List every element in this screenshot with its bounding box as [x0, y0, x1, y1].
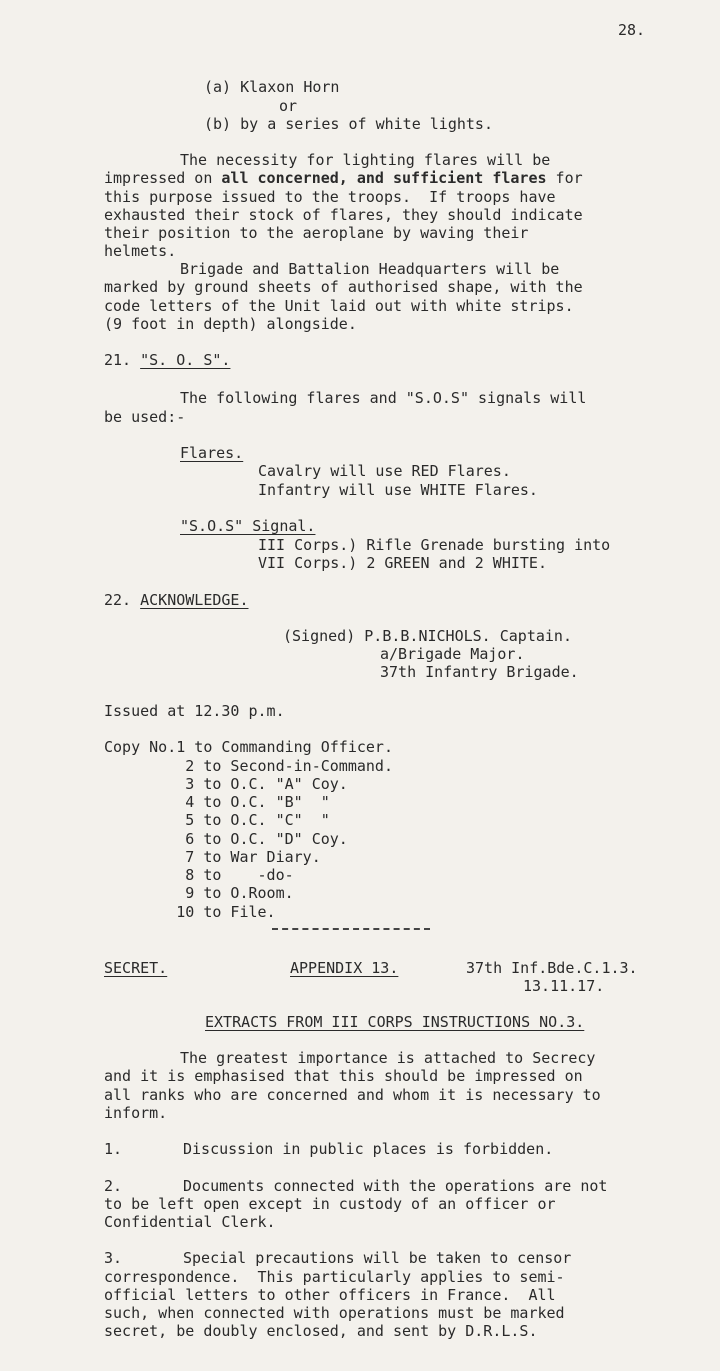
intro-line: all ranks who are concerned and whom it is necessary to: [104, 1086, 601, 1104]
signature-role: a/Brigade Major.: [380, 645, 525, 663]
para-flares-line: exhausted their stock of flares, they should indicate: [104, 206, 583, 224]
item-text: Discussion in public places is forbidden.: [183, 1140, 554, 1158]
distribution-item: 8 to -do-: [104, 866, 294, 884]
signature-line: (Signed) P.B.B.NICHOLS. Captain.: [283, 627, 572, 645]
divider-rule: [272, 928, 430, 930]
para-hq-line: Brigade and Battalion Headquarters will be: [180, 260, 560, 278]
intro-line: The greatest importance is attached to Secrecy: [180, 1049, 596, 1067]
page-number: 28.: [618, 21, 646, 39]
para-flares-line: helmets.: [104, 242, 177, 260]
flares-line: Infantry will use WHITE Flares.: [258, 481, 538, 499]
section-22-heading: 22. ACKNOWLEDGE.: [104, 591, 249, 609]
distribution-item: 9 to O.Room.: [104, 884, 294, 902]
distribution-item: 7 to War Diary.: [104, 848, 321, 866]
item-text: Confidential Clerk.: [104, 1213, 276, 1231]
sos-line: VII Corps.) 2 GREEN and 2 WHITE.: [258, 554, 547, 572]
appendix-label: APPENDIX 13.: [290, 959, 399, 977]
distribution-item: 10 to File.: [104, 903, 276, 921]
para-hq-line: marked by ground sheets of authorised shape, with the: [104, 278, 583, 296]
item-text: Special precautions will be taken to censor: [183, 1249, 572, 1267]
item-text: correspondence. This particularly applies to semi-: [104, 1268, 565, 1286]
para-flares-line: impressed on all concerned, and sufficient flares for: [104, 169, 583, 187]
signature-unit: 37th Infantry Brigade.: [380, 663, 579, 681]
item-number: 2.: [104, 1177, 123, 1195]
sos-line: III Corps.) Rifle Grenade bursting into: [258, 536, 611, 554]
item-text: Documents connected with the operations are not: [183, 1177, 608, 1195]
item-text: such, when connected with operations must be marked: [104, 1304, 565, 1322]
para-flares-line: The necessity for lighting flares will be: [180, 151, 551, 169]
extracts-title: EXTRACTS FROM III CORPS INSTRUCTIONS NO.3.: [205, 1013, 585, 1031]
distribution-item: 6 to O.C. "D" Coy.: [104, 830, 348, 848]
distribution-item: Copy No.1 to Commanding Officer.: [104, 738, 393, 756]
distribution-item: 2 to Second-in-Command.: [104, 757, 393, 775]
option-or: or: [279, 97, 298, 115]
flares-line: Cavalry will use RED Flares.: [258, 462, 511, 480]
section-21-text: The following flares and "S.O.S" signals will: [180, 389, 587, 407]
reference-date: 13.11.17.: [523, 977, 605, 995]
item-number: 1.: [104, 1140, 123, 1158]
intro-line: inform.: [104, 1104, 168, 1122]
item-number: 3.: [104, 1249, 123, 1267]
para-flares-line: their position to the aeroplane by waving their: [104, 224, 529, 242]
distribution-item: 4 to O.C. "B" ": [104, 793, 330, 811]
para-hq-line: code letters of the Unit laid out with white strips.: [104, 297, 574, 315]
item-text: official letters to other officers in France. All: [104, 1286, 556, 1304]
issued-time: Issued at 12.30 p.m.: [104, 702, 285, 720]
intro-line: and it is emphasised that this should be impressed on: [104, 1067, 583, 1085]
flares-heading: Flares.: [180, 444, 244, 462]
secret-label: SECRET.: [104, 959, 168, 977]
option-a: (a) Klaxon Horn: [204, 78, 340, 96]
distribution-item: 3 to O.C. "A" Coy.: [104, 775, 348, 793]
section-21-text: be used:-: [104, 408, 186, 426]
para-flares-line: this purpose issued to the troops. If troops have: [104, 188, 556, 206]
item-text: to be left open except in custody of an officer or: [104, 1195, 556, 1213]
distribution-item: 5 to O.C. "C" ": [104, 811, 330, 829]
para-hq-line: (9 foot in depth) alongside.: [104, 315, 357, 333]
sos-heading: "S.O.S" Signal.: [180, 517, 316, 535]
reference-number: 37th Inf.Bde.C.1.3.: [466, 959, 638, 977]
section-21-heading: 21. "S. O. S".: [104, 351, 231, 369]
item-text: secret, be doubly enclosed, and sent by D.R.L.S.: [104, 1322, 538, 1340]
option-b: (b) by a series of white lights.: [204, 115, 493, 133]
